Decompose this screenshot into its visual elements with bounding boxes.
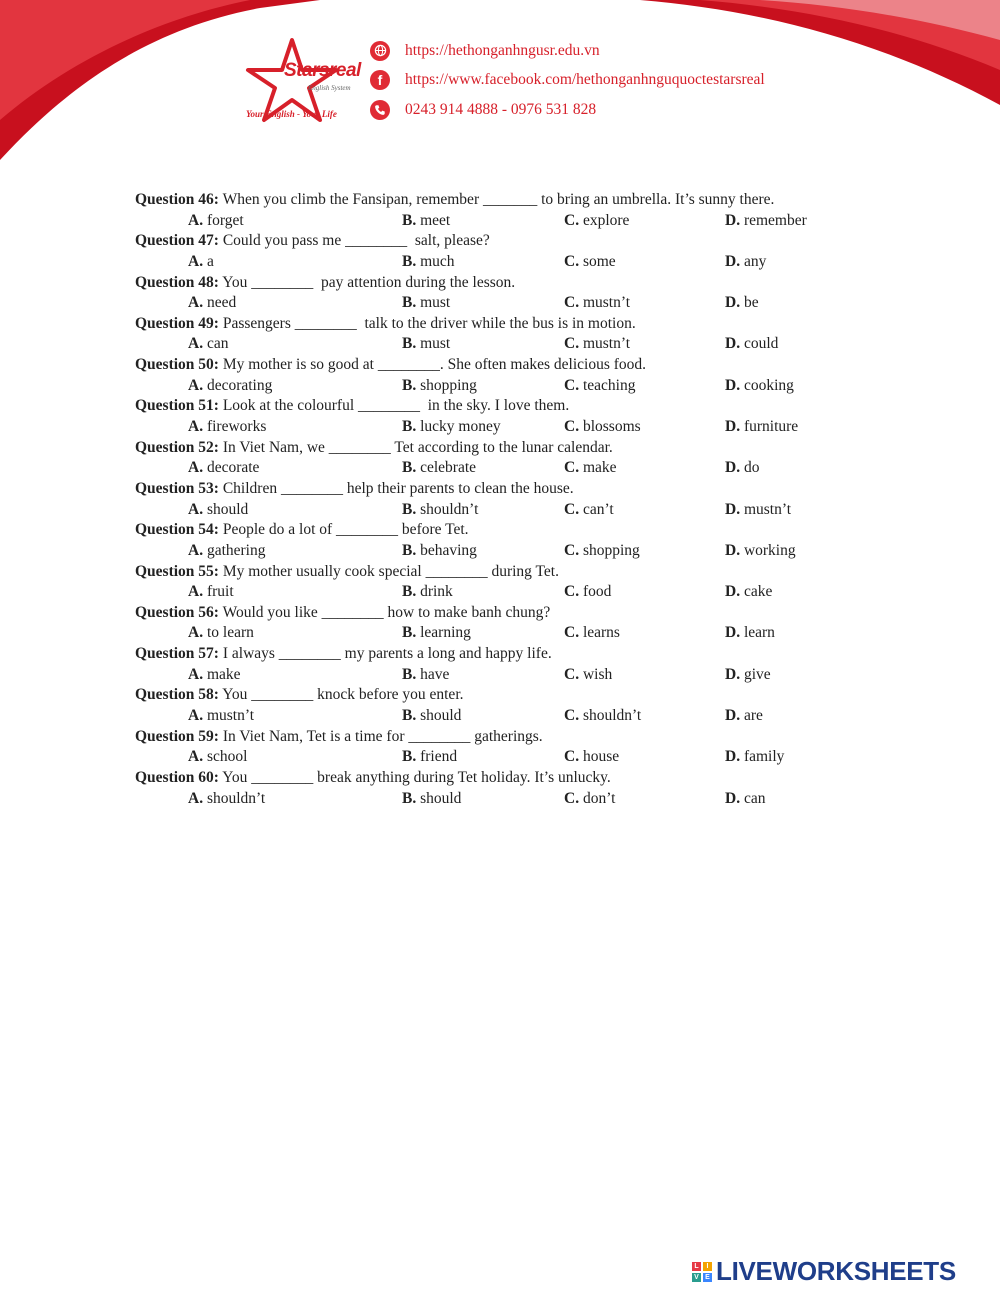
answer-option[interactable] <box>402 252 455 273</box>
answer-option[interactable] <box>188 665 241 686</box>
option-letter: C. <box>564 211 580 229</box>
answer-option[interactable] <box>725 252 766 273</box>
question-number: Question 49: <box>135 314 219 332</box>
brand-subtitle: English System <box>308 84 351 92</box>
option-text: friend <box>416 748 458 766</box>
question-stem <box>135 314 895 335</box>
answer-option[interactable] <box>402 500 478 521</box>
option-letter: B. <box>402 252 417 270</box>
option-text: shouldn’t <box>579 706 642 724</box>
option-text: forget <box>203 211 244 229</box>
option-text: shouldn’t <box>416 500 479 518</box>
question-text: You ________ break anything during Tet holiday. It’s unlucky. <box>218 768 611 786</box>
option-letter: B. <box>402 294 417 312</box>
option-text: explore <box>579 211 630 229</box>
option-text: gathering <box>203 541 266 559</box>
option-letter: B. <box>402 624 417 642</box>
option-letter: D. <box>725 665 741 683</box>
option-letter: C. <box>564 459 580 477</box>
question-number: Question 51: <box>135 397 219 415</box>
contact-facebook[interactable] <box>370 66 765 96</box>
option-text: working <box>740 541 796 559</box>
option-text: should <box>416 706 462 724</box>
option-text: need <box>203 294 237 312</box>
option-text: be <box>740 294 759 312</box>
option-letter: D. <box>725 459 741 477</box>
answer-option[interactable] <box>188 747 247 768</box>
answer-options <box>135 458 895 479</box>
answer-options <box>135 500 895 521</box>
option-letter: D. <box>725 294 741 312</box>
option-letter: B. <box>402 335 417 353</box>
option-letter: C. <box>564 500 580 518</box>
option-text: lucky money <box>416 418 501 435</box>
phone-icon <box>370 100 390 120</box>
answer-option[interactable] <box>188 334 228 355</box>
answer-option[interactable] <box>564 623 620 644</box>
answer-options <box>135 376 895 397</box>
answer-options <box>135 623 895 644</box>
option-text: mustn’t <box>740 500 792 518</box>
answer-option[interactable] <box>725 665 771 686</box>
option-letter: D. <box>725 624 741 642</box>
answer-option[interactable] <box>564 376 635 397</box>
question-stem <box>135 355 895 376</box>
option-text: fireworks <box>203 418 267 435</box>
option-letter: B. <box>402 500 417 518</box>
facebook-icon: f <box>370 70 390 90</box>
answer-options <box>135 747 895 768</box>
option-text: remember <box>740 211 807 229</box>
option-letter: D. <box>725 211 741 229</box>
option-text: shopping <box>416 376 477 394</box>
question-text: Could you pass me ________ salt, please? <box>218 232 490 250</box>
answer-option[interactable] <box>188 623 254 644</box>
option-text: wish <box>579 665 613 683</box>
option-text: give <box>740 665 771 683</box>
option-text: mustn’t <box>579 335 631 353</box>
question-number: Question 58: <box>135 686 219 704</box>
answer-option[interactable] <box>188 789 265 810</box>
contact-website[interactable] <box>370 36 765 66</box>
option-letter: A. <box>188 459 204 477</box>
answer-option[interactable] <box>188 293 236 314</box>
question-text: My mother usually cook special ________ during Tet. <box>218 562 559 580</box>
option-letter: A. <box>188 376 204 394</box>
contact-list <box>370 36 765 125</box>
badge-letter: E <box>703 1273 712 1282</box>
option-text: much <box>416 252 455 270</box>
answer-option[interactable] <box>188 582 234 603</box>
option-letter: D. <box>725 335 741 353</box>
question-stem <box>135 768 895 789</box>
liveworksheets-wordmark: LIVEWORKSHEETS <box>716 1256 956 1286</box>
option-text: learn <box>740 624 775 642</box>
option-letter: A. <box>188 789 204 807</box>
answer-option[interactable] <box>725 293 759 314</box>
option-letter: B. <box>402 583 417 601</box>
answer-option[interactable] <box>725 500 791 521</box>
question-number: Question 57: <box>135 645 219 663</box>
option-letter: D. <box>725 418 741 435</box>
question-text: Passengers ________ talk to the driver while the bus is in motion. <box>218 314 636 332</box>
answer-option[interactable] <box>402 211 450 232</box>
option-text: furniture <box>740 418 799 435</box>
question-stem <box>135 190 895 211</box>
question-number: Question 46: <box>135 191 219 208</box>
question-number: Question 55: <box>135 562 219 580</box>
option-text: a <box>203 252 214 270</box>
option-text: cooking <box>740 376 794 394</box>
question-number: Question 54: <box>135 521 219 539</box>
answer-options <box>135 789 895 810</box>
option-letter: B. <box>402 459 417 477</box>
question-text: In Viet Nam, Tet is a time for ________ gatherings. <box>218 727 543 745</box>
answer-option[interactable] <box>564 417 641 438</box>
option-letter: A. <box>188 211 204 229</box>
option-letter: D. <box>725 706 741 724</box>
answer-option[interactable] <box>725 789 765 810</box>
answer-option[interactable] <box>725 706 763 727</box>
option-letter: A. <box>188 418 204 435</box>
option-letter: B. <box>402 748 417 766</box>
answer-option[interactable] <box>402 747 457 768</box>
answer-option[interactable] <box>725 582 772 603</box>
answer-option[interactable] <box>725 623 775 644</box>
option-text: must <box>416 294 451 312</box>
globe-icon <box>370 41 390 61</box>
option-letter: D. <box>725 541 741 559</box>
question-stem <box>135 562 895 583</box>
answer-option[interactable] <box>402 623 471 644</box>
answer-option[interactable] <box>564 334 630 355</box>
option-text: shopping <box>579 541 640 559</box>
answer-options <box>135 211 895 232</box>
answer-option[interactable] <box>725 458 759 479</box>
option-letter: D. <box>725 583 741 601</box>
answer-option[interactable] <box>564 293 630 314</box>
option-text: learns <box>579 624 620 642</box>
answer-option[interactable] <box>402 665 449 686</box>
answer-option[interactable] <box>725 747 784 768</box>
option-letter: C. <box>564 789 580 807</box>
option-text: some <box>579 252 616 270</box>
question-list <box>135 190 895 809</box>
answer-options <box>135 252 895 273</box>
answer-option[interactable] <box>188 706 254 727</box>
answer-option[interactable] <box>564 541 640 562</box>
option-letter: C. <box>564 541 580 559</box>
option-text: mustn’t <box>203 706 255 724</box>
question-number: Question 50: <box>135 356 219 374</box>
answer-option[interactable] <box>188 417 266 438</box>
answer-option[interactable] <box>188 211 244 232</box>
answer-option[interactable] <box>725 417 798 438</box>
contact-phone[interactable] <box>370 95 765 125</box>
option-text: learning <box>416 624 471 642</box>
answer-option[interactable] <box>564 252 616 273</box>
option-text: should <box>416 789 462 807</box>
option-text: celebrate <box>416 459 477 477</box>
answer-option[interactable] <box>564 458 617 479</box>
option-text: can’t <box>579 500 614 518</box>
question-number: Question 52: <box>135 438 219 456</box>
answer-option[interactable] <box>564 747 619 768</box>
option-letter: A. <box>188 583 204 601</box>
option-letter: A. <box>188 624 204 642</box>
option-letter: A. <box>188 294 204 312</box>
option-text: school <box>203 748 248 766</box>
option-letter: D. <box>725 376 741 394</box>
option-letter: B. <box>402 541 417 559</box>
option-text: house <box>579 748 620 766</box>
answer-option[interactable] <box>402 417 501 438</box>
option-letter: A. <box>188 252 204 270</box>
question-stem <box>135 644 895 665</box>
option-letter: D. <box>725 500 741 518</box>
question-stem <box>135 231 895 252</box>
answer-option[interactable] <box>564 665 612 686</box>
liveworksheets-logo <box>692 1256 956 1287</box>
brand-name: Starsreal <box>284 60 361 81</box>
phone-numbers: 0243 914 4888 - 0976 531 828 <box>405 100 597 118</box>
option-text: cake <box>740 583 773 601</box>
question-text: People do a lot of ________ before Tet. <box>218 521 469 539</box>
option-letter: A. <box>188 541 204 559</box>
question-text: Children ________ help their parents to clean the house. <box>218 479 574 497</box>
brand-tagline: Your English - Your Life <box>246 109 337 119</box>
option-letter: B. <box>402 706 417 724</box>
option-letter: B. <box>402 789 417 807</box>
option-letter: D. <box>725 252 741 270</box>
question-stem <box>135 685 895 706</box>
option-text: teaching <box>579 376 636 394</box>
option-text: could <box>740 335 779 353</box>
answer-options <box>135 541 895 562</box>
option-letter: A. <box>188 665 204 683</box>
option-text: make <box>203 665 241 683</box>
option-text: make <box>579 459 617 477</box>
option-letter: C. <box>564 335 580 353</box>
answer-option[interactable] <box>725 541 796 562</box>
badge-letter: V <box>692 1273 701 1282</box>
option-letter: B. <box>402 418 417 435</box>
question-number: Question 53: <box>135 479 219 497</box>
answer-option[interactable] <box>402 458 476 479</box>
answer-option[interactable] <box>402 706 461 727</box>
option-text: decorating <box>203 376 273 394</box>
answer-option[interactable] <box>564 706 641 727</box>
option-letter: C. <box>564 706 580 724</box>
option-letter: A. <box>188 748 204 766</box>
option-text: drink <box>416 583 453 601</box>
option-letter: C. <box>564 294 580 312</box>
option-text: behaving <box>416 541 477 559</box>
live-badge-icon <box>692 1262 712 1282</box>
option-letter: B. <box>402 665 417 683</box>
option-letter: C. <box>564 665 580 683</box>
option-text: don’t <box>579 789 616 807</box>
answer-option[interactable] <box>188 541 266 562</box>
question-number: Question 56: <box>135 603 219 621</box>
question-text: Look at the colourful ________ in the sky. I love them. <box>218 397 570 415</box>
option-letter: B. <box>402 376 417 394</box>
option-letter: C. <box>564 624 580 642</box>
option-letter: A. <box>188 335 204 353</box>
facebook-link[interactable]: https://www.facebook.com/hethonganhnguquoctestarsreal <box>405 71 765 89</box>
option-letter: A. <box>188 706 204 724</box>
answer-option[interactable] <box>402 582 453 603</box>
answer-options <box>135 334 895 355</box>
option-letter: C. <box>564 583 580 601</box>
question-text: In Viet Nam, we ________ Tet according to the lunar calendar. <box>218 438 613 456</box>
answer-option[interactable] <box>188 500 248 521</box>
option-text: blossoms <box>579 418 641 435</box>
answer-options <box>135 417 895 438</box>
question-stem <box>135 520 895 541</box>
option-text: should <box>203 500 249 518</box>
option-letter: D. <box>725 789 741 807</box>
answer-option[interactable] <box>402 334 450 355</box>
answer-option[interactable] <box>402 789 461 810</box>
answer-options <box>135 582 895 603</box>
question-text: My mother is so good at ________. She often makes delicious food. <box>218 356 647 374</box>
website-link[interactable]: https://hethonganhngusr.edu.vn <box>405 41 600 59</box>
answer-option[interactable] <box>725 376 794 397</box>
question-number: Question 48: <box>135 273 219 291</box>
option-text: decorate <box>203 459 260 477</box>
option-letter: B. <box>402 211 417 229</box>
option-text: meet <box>416 211 451 229</box>
question-number: Question 47: <box>135 232 219 250</box>
option-text: to learn <box>203 624 254 642</box>
option-text: do <box>740 459 760 477</box>
question-stem <box>135 273 895 294</box>
option-text: any <box>740 252 767 270</box>
question-stem <box>135 438 895 459</box>
option-text: have <box>416 665 450 683</box>
answer-option[interactable] <box>188 252 214 273</box>
option-letter: C. <box>564 252 580 270</box>
option-letter: C. <box>564 376 580 394</box>
option-letter: C. <box>564 418 580 435</box>
answer-option[interactable] <box>564 500 614 521</box>
option-text: family <box>740 748 785 766</box>
answer-option[interactable] <box>402 293 450 314</box>
option-letter: A. <box>188 500 204 518</box>
answer-option[interactable] <box>725 211 807 232</box>
question-text: You ________ pay attention during the lesson. <box>218 273 516 291</box>
question-stem <box>135 396 895 417</box>
question-stem <box>135 479 895 500</box>
option-text: can <box>740 789 766 807</box>
answer-options <box>135 293 895 314</box>
option-text: must <box>416 335 451 353</box>
option-text: shouldn’t <box>203 789 266 807</box>
answer-option[interactable] <box>188 376 272 397</box>
answer-options <box>135 706 895 727</box>
question-stem <box>135 603 895 624</box>
question-number: Question 59: <box>135 727 219 745</box>
answer-option[interactable] <box>564 211 629 232</box>
question-text: I always ________ my parents a long and happy life. <box>218 645 552 663</box>
answer-option[interactable] <box>564 789 615 810</box>
option-letter: D. <box>725 748 741 766</box>
badge-letter: I <box>703 1262 712 1271</box>
answer-option[interactable] <box>402 376 477 397</box>
answer-option[interactable] <box>188 458 259 479</box>
option-text: can <box>203 335 229 353</box>
question-text: When you climb the Fansipan, remember _______ to bring an umbrella. It’s sunny there. <box>218 191 775 208</box>
badge-letter: L <box>692 1262 701 1271</box>
question-number: Question 60: <box>135 768 219 786</box>
question-stem <box>135 727 895 748</box>
option-text: food <box>579 583 612 601</box>
option-text: mustn’t <box>579 294 631 312</box>
option-letter: C. <box>564 748 580 766</box>
answer-option[interactable] <box>402 541 477 562</box>
answer-option[interactable] <box>564 582 611 603</box>
option-text: are <box>740 706 763 724</box>
question-text: Would you like ________ how to make banh chung? <box>218 603 551 621</box>
option-text: fruit <box>203 583 234 601</box>
question-text: You ________ knock before you enter. <box>218 686 464 704</box>
answer-options <box>135 665 895 686</box>
answer-option[interactable] <box>725 334 778 355</box>
